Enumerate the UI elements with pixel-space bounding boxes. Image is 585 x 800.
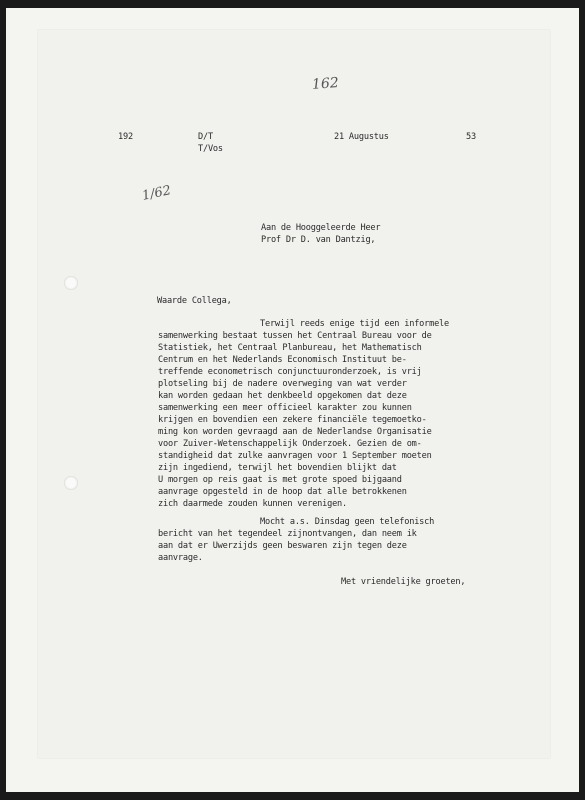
punch-hole-top [64,276,78,290]
body-line: Centrum en het Nederlands Economisch Instituut be- [158,355,407,365]
pencil-mark-side: 1/62 [140,183,173,204]
body-line: aanvrage opgesteld in de hoop dat alle betrokkenen [158,487,407,497]
reference-code: D/T [198,132,213,142]
body-line: aanvrage. [158,553,203,563]
pencil-mark-top: 162 [311,75,340,93]
body-line: voor Zuiver-Wetenschappelijk Onderzoek. Gezien de om- [158,439,422,449]
letter-date: 21 Augustus [334,132,389,142]
reference-code-secondary: T/Vos [198,144,223,154]
body-line: treffende econometrisch conjunctuuronderzoek, is vrij [158,367,422,377]
closing: Met vriendelijke groeten, [341,577,466,587]
body-line: Mocht a.s. Dinsdag geen telefonisch [260,517,435,527]
salutation: Waarde Collega, [157,296,232,306]
body-line: standigheid dat zulke aanvragen voor 1 September moeten [158,451,432,461]
body-line: samenwerking bestaat tussen het Centraal Bureau voor de [158,331,432,341]
body-line: aan dat er Uwerzijds geen beswaren zijn tegen deze [158,541,407,551]
body-line: ming kon worden gevraagd aan de Nederlandse Organisatie [158,427,432,437]
body-line: kan worden gedaan het denkbeeld opgekomen dat deze [158,391,407,401]
letter-number: 192 [118,132,133,142]
body-line: krijgen en bovendien een zekere financiële tegemoetko- [158,415,427,425]
body-line: Terwijl reeds enige tijd een informele [260,319,450,329]
body-line: bericht van het tegendeel zijnontvangen, dan neem ik [158,529,417,539]
body-line: plotseling bij de nadere overweging van wat verder [158,379,407,389]
address-line-2: Prof Dr D. van Dantzig, [261,235,376,245]
body-line: U morgen op reis gaat is met grote spoed bijgaand [158,475,402,485]
body-line: Statistiek, het Centraal Planbureau, het Mathematisch [158,343,422,353]
address-line-1: Aan de Hooggeleerde Heer [261,223,381,233]
punch-hole-bottom [64,476,78,490]
body-line: zich daarmede zouden kunnen verenigen. [158,499,348,509]
body-line: zijn ingediend, terwijl het bovendien blijkt dat [158,463,397,473]
body-line: samenwerking een meer officieel karakter zou kunnen [158,403,412,413]
letter-year: 53 [466,132,476,142]
